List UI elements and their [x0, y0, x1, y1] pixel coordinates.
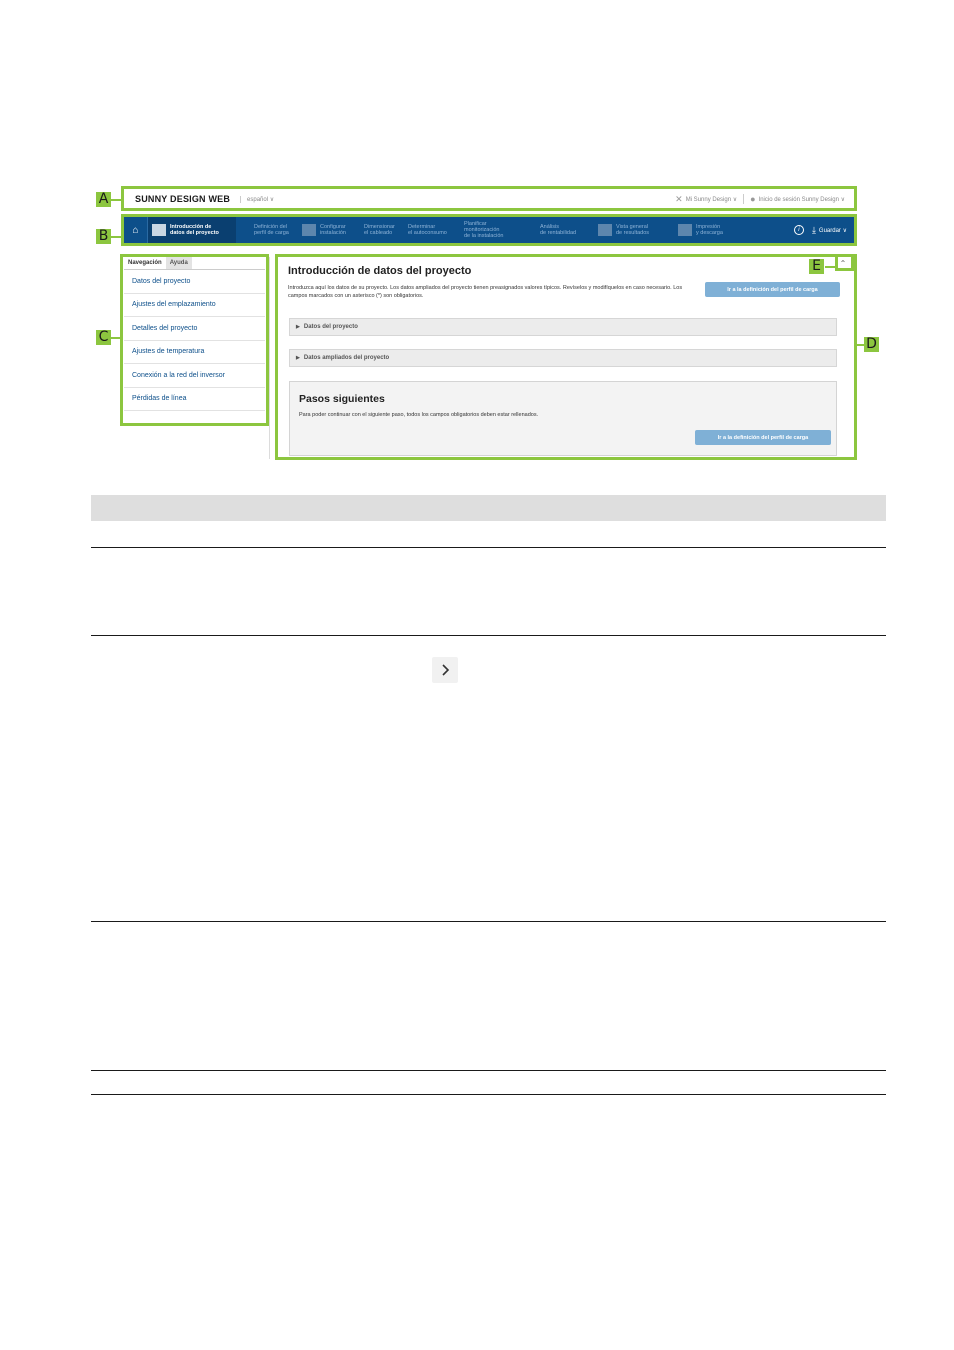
- accordion-label: Datos ampliados del proyecto: [303, 355, 390, 361]
- table-rule: [91, 635, 886, 636]
- accordion-label: Datos del proyecto: [303, 324, 358, 330]
- section-link-temperature[interactable]: Ajustes de temperatura: [124, 341, 265, 365]
- nav-step-line: instalación: [320, 230, 346, 236]
- callout-leader-c: [111, 337, 121, 339]
- go-to-load-profile-button-top[interactable]: Ir a la definición del perfil de carga: [705, 282, 840, 297]
- home-icon: ⌂: [132, 224, 139, 236]
- table-rule: [91, 547, 886, 548]
- table-rule: [91, 1070, 886, 1071]
- nav-step-line: Determinar: [408, 224, 436, 230]
- nav-step-line: Planificar: [464, 221, 487, 227]
- panel-divider: [269, 257, 270, 459]
- callout-leader-a: [111, 199, 121, 201]
- callout-label-c: C: [96, 330, 111, 345]
- nav-step-line: el cableado: [364, 230, 393, 236]
- callout-label-b: B: [96, 229, 111, 244]
- save-button[interactable]: Guardar ∨: [818, 227, 847, 234]
- callout-label-d: D: [864, 337, 879, 352]
- triangle-right-icon: ▶: [296, 324, 300, 330]
- tab-help[interactable]: Ayuda: [166, 257, 192, 269]
- section-link-location[interactable]: Ajustes del emplazamiento: [124, 294, 265, 318]
- info-icon[interactable]: i: [794, 225, 804, 235]
- next-steps-title: Pasos siguientes: [299, 393, 385, 405]
- app-logo[interactable]: SUNNY DESIGN WEB: [135, 194, 231, 204]
- page-description: Introduzca aquí los datos de su proyecto. Los datos ampliados del proyecto tienen preasignados valores típicos. Revíselos y modifíquelos en caso necesario. Los campos marcados con un asterisco (*) son obligatorios.: [288, 285, 683, 299]
- nav-step-line: Configurar: [320, 224, 346, 230]
- section-link-project-data[interactable]: Datos del proyecto: [124, 270, 265, 294]
- callout-box-e: [835, 254, 854, 271]
- callout-label-e: E: [809, 259, 824, 274]
- callout-box-a: [121, 186, 857, 211]
- nav-step-line: Dimensionar: [364, 224, 395, 230]
- section-link-line-losses[interactable]: Pérdidas de línea: [124, 388, 265, 412]
- nav-step-line: Vista general: [616, 224, 649, 230]
- nav-step-line: Definición del: [254, 224, 288, 230]
- page-title: Introducción de datos del proyecto: [288, 265, 472, 277]
- callout-leader-b: [111, 236, 121, 238]
- section-link-project-details[interactable]: Detalles del proyecto: [124, 317, 265, 341]
- table-rule: [91, 1094, 886, 1095]
- nav-step-line: datos del proyecto: [170, 230, 219, 236]
- chevron-right-glyph: [440, 664, 450, 676]
- nav-step-line: Introducción de: [170, 224, 212, 230]
- my-sunny-design-link[interactable]: Mi Sunny Design ∨: [685, 196, 738, 203]
- triangle-right-icon: ▶: [296, 355, 300, 361]
- section-link-grid-connection[interactable]: Conexión a la red del inversor: [124, 364, 265, 388]
- go-to-load-profile-button[interactable]: Ir a la definición del perfil de carga: [695, 430, 831, 445]
- callout-label-a: A: [96, 192, 111, 207]
- nav-step-line: Análisis: [540, 224, 559, 230]
- callout-box-d: [275, 254, 857, 460]
- tab-navigation[interactable]: Navegación: [128, 260, 162, 266]
- nav-step-line: perfil de carga: [254, 230, 289, 236]
- tools-icon: ✕: [675, 193, 683, 204]
- callout-box-c: [120, 254, 269, 426]
- login-link[interactable]: Inicio de sesión Sunny Design ∨: [758, 196, 845, 203]
- nav-step-line: de rentabilidad: [540, 230, 577, 236]
- next-steps-description: Para poder continuar con el siguiente paso, todos los campos obligatorios deben estar rellenados.: [299, 412, 539, 418]
- callout-box-b: [121, 214, 857, 246]
- nav-step-line: y descarga: [696, 230, 723, 236]
- nav-step-line: el autoconsumo: [408, 230, 447, 236]
- nav-step-line: monitorización: [464, 227, 500, 233]
- chevron-right-icon: [432, 657, 458, 683]
- download-icon: ⤓: [811, 224, 816, 235]
- nav-step-line: de resultados: [616, 230, 650, 236]
- collapse-icon[interactable]: ⌃: [839, 258, 847, 268]
- nav-step-line: Impresión: [696, 224, 721, 230]
- language-selector[interactable]: español ∨: [240, 196, 274, 203]
- callout-leader-e: [825, 266, 835, 268]
- table-header-row: [91, 495, 886, 521]
- user-icon: ●: [750, 194, 756, 204]
- nav-step-line: de la instalación: [464, 233, 504, 239]
- table-rule: [91, 921, 886, 922]
